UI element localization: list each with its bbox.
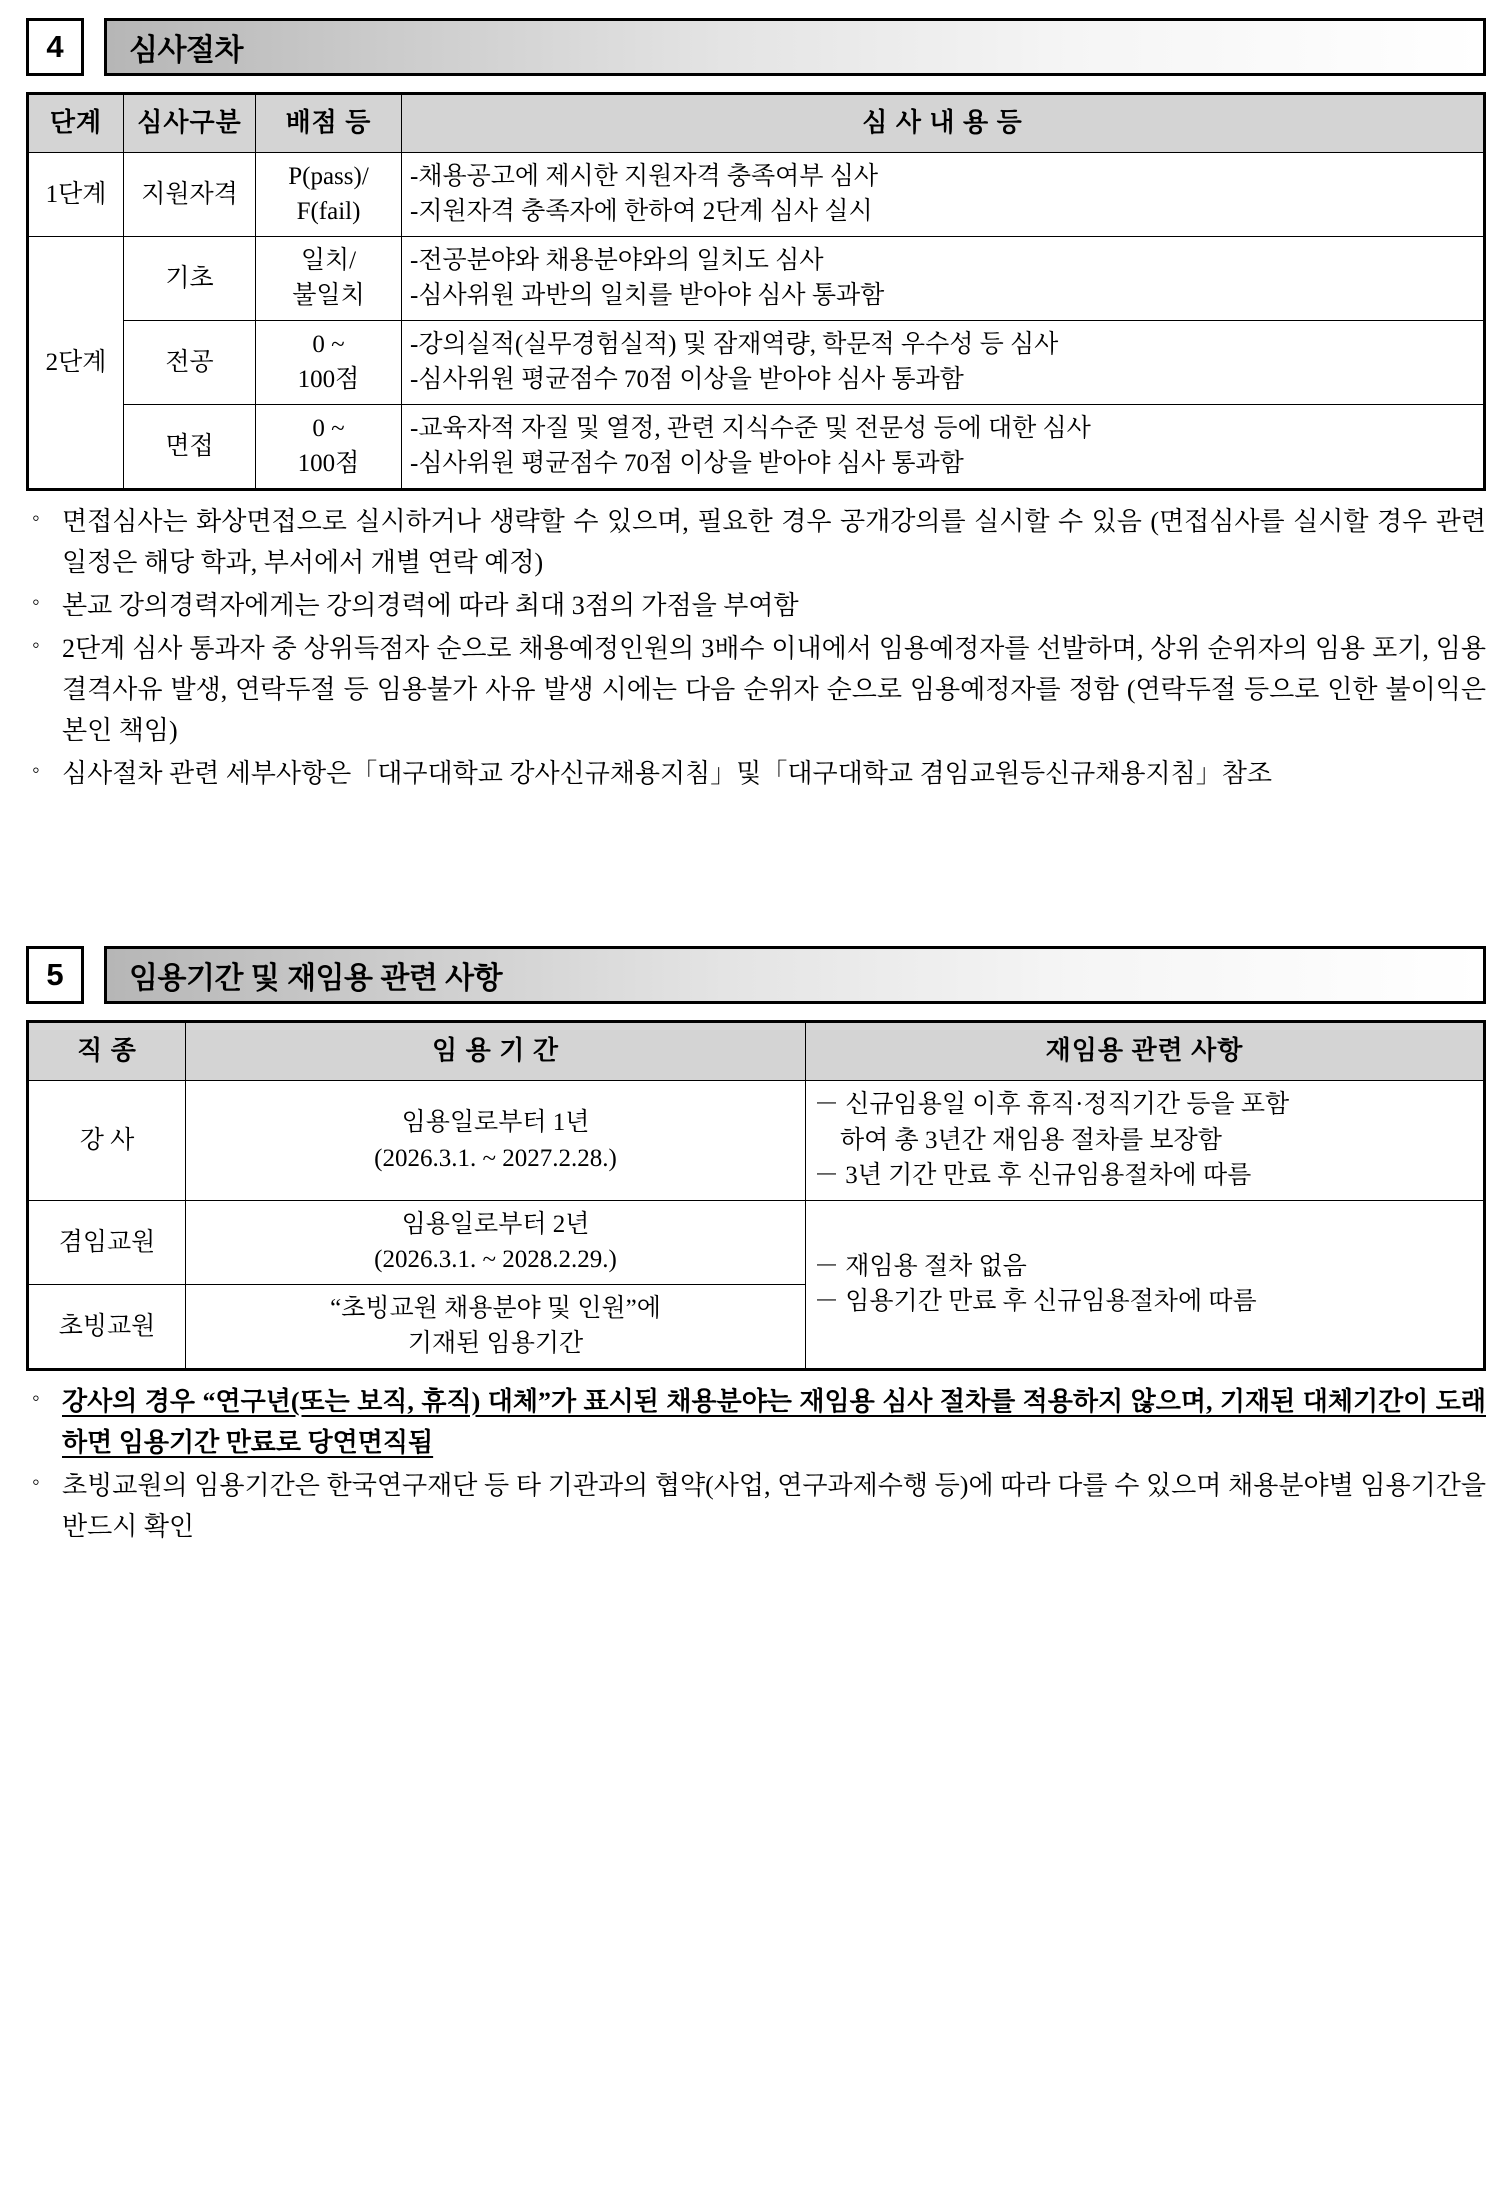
- table-row: [28, 404, 1485, 489]
- table-row: [28, 152, 1485, 236]
- section-4-number: 4: [26, 18, 84, 76]
- review-procedure-table: [26, 92, 1486, 491]
- cell-score: [256, 236, 402, 320]
- note-item: ◦ 면접심사는 화상면접으로 실시하거나 생략할 수 있으며, 필요한 경우 공개강의를 실시할 수 있음 (면접심사를 실시할 경우 관련 일정은 해당 학과, 부서에서 개별 연락 예정): [26, 501, 1486, 583]
- content-line: -교육자적 자질 및 열정, 관련 지식수준 및 전문성 등에 대한 심사: [410, 414, 1091, 442]
- cell-category: 기초: [124, 236, 256, 320]
- cell-reappointment: [806, 1081, 1485, 1201]
- content-line: -심사위원 과반의 일치를 받아야 심사 통과함: [410, 282, 885, 310]
- section-4-title-box: [104, 18, 1486, 76]
- table-row: [28, 236, 1485, 320]
- reappointment-line: － 재임용 절차 없음: [814, 1252, 1027, 1280]
- score-line: P(pass)/: [288, 162, 369, 190]
- cell-appointment-period: [186, 1200, 806, 1284]
- period-line: 임용일로부터 1년: [401, 1109, 590, 1137]
- cell-appointment-period: [186, 1081, 806, 1201]
- period-line: (2026.3.1. ~ 2028.2.29.): [374, 1246, 617, 1274]
- cell-reappointment: [806, 1200, 1485, 1369]
- note-item: ◦ 초빙교원의 임용기간은 한국연구재단 등 타 기관과의 협약(사업, 연구과제수행 등)에 따라 다를 수 있으며 채용분야별 임용기간을 반드시 확인: [26, 1465, 1486, 1547]
- section-spacer: [26, 796, 1486, 946]
- table-header-row: [28, 94, 1485, 153]
- score-line: 0 ~: [312, 414, 345, 442]
- section-4-title: 심사절차: [129, 34, 243, 67]
- col-header-score: 배점 등: [256, 94, 402, 153]
- score-line: 일치/: [300, 246, 357, 274]
- score-line: 불일치: [292, 282, 365, 310]
- col-header-job-type: 직 종: [28, 1022, 186, 1081]
- score-line: 100점: [297, 450, 360, 478]
- score-line: 100점: [297, 366, 360, 394]
- col-header-content: 심 사 내 용 등: [402, 94, 1485, 153]
- content-line: -강의실적(실무경험실적) 및 잠재역량, 학문적 우수성 등 심사: [410, 330, 1059, 358]
- cell-job-type: 겸임교원: [28, 1200, 186, 1284]
- cell-score: [256, 320, 402, 404]
- content-line: -지원자격 충족자에 한하여 2단계 심사 실시: [410, 198, 873, 226]
- cell-stage: 1단계: [28, 152, 124, 236]
- period-line: 기재된 임용기간: [407, 1330, 584, 1358]
- col-header-stage: 단계: [28, 94, 124, 153]
- period-line: (2026.3.1. ~ 2027.2.28.): [374, 1144, 617, 1172]
- score-line: F(fail): [296, 198, 361, 226]
- note-item: ◦ 2단계 심사 통과자 중 상위득점자 순으로 채용예정인원의 3배수 이내에서 임용예정자를 선발하며, 상위 순위자의 임용 포기, 임용 결격사유 발생, 연락두절 등 임용불가 사유 발생 시에는 다음 순위자 순으로 임용예정자를 정함 (연락두절 등으로 인한 불이익은 본인 책임): [26, 628, 1486, 751]
- section-5-number: 5: [26, 946, 84, 1004]
- section-4-notes: [26, 501, 1486, 795]
- cell-category: 지원자격: [124, 152, 256, 236]
- period-line: “초빙교원 채용분야 및 인원”에: [330, 1294, 661, 1322]
- content-line: -심사위원 평균점수 70점 이상을 받아야 심사 통과함: [410, 366, 964, 394]
- section-5-title-box: [104, 946, 1486, 1004]
- cell-content: [402, 152, 1485, 236]
- score-line: 0 ~: [312, 330, 345, 358]
- cell-category: 전공: [124, 320, 256, 404]
- section-4-header: [26, 18, 1486, 76]
- table-header-row: [28, 1022, 1485, 1081]
- period-line: 임용일로부터 2년: [401, 1210, 590, 1238]
- note-item: ◦ 강사의 경우 “연구년(또는 보직, 휴직) 대체”가 표시된 채용분야는 재임용 심사 절차를 적용하지 않으며, 기재된 대체기간이 도래하면 임용기간 만료로 당연면직됨: [26, 1381, 1486, 1463]
- col-header-reappointment: 재임용 관련 사항: [806, 1022, 1485, 1081]
- cell-content: [402, 236, 1485, 320]
- cell-score: [256, 152, 402, 236]
- note-item: ◦ 본교 강의경력자에게는 강의경력에 따라 최대 3점의 가점을 부여함: [26, 585, 1486, 626]
- cell-category: 면접: [124, 404, 256, 489]
- section-5-header: [26, 946, 1486, 1004]
- table-row: [28, 1200, 1485, 1284]
- reappointment-line: 하여 총 3년간 재임용 절차를 보장함: [840, 1126, 1222, 1154]
- content-line: -전공분야와 채용분야와의 일치도 심사: [410, 246, 824, 274]
- reappointment-line: － 임용기간 만료 후 신규임용절차에 따름: [814, 1288, 1257, 1316]
- cell-job-type: 초빙교원: [28, 1284, 186, 1369]
- appointment-period-table: [26, 1020, 1486, 1370]
- cell-stage: 2단계: [28, 236, 124, 489]
- col-header-appointment-period: 임 용 기 간: [186, 1022, 806, 1081]
- reappointment-line: － 신규임용일 이후 휴직·정직기간 등을 포함: [814, 1091, 1290, 1119]
- note-item: ◦ 심사절차 관련 세부사항은「대구대학교 강사신규채용지침」및「대구대학교 겸임교원등신규채용지침」참조: [26, 753, 1486, 794]
- reappointment-line: － 3년 기간 만료 후 신규임용절차에 따름: [814, 1162, 1252, 1190]
- content-line: -채용공고에 제시한 지원자격 충족여부 심사: [410, 162, 879, 190]
- section-5-title: 임용기간 및 재임용 관련 사항: [129, 962, 503, 996]
- content-line: -심사위원 평균점수 70점 이상을 받아야 심사 통과함: [410, 450, 964, 478]
- cell-appointment-period: [186, 1284, 806, 1369]
- cell-score: [256, 404, 402, 489]
- table-row: [28, 320, 1485, 404]
- cell-content: [402, 320, 1485, 404]
- section-5-notes: [26, 1381, 1486, 1547]
- cell-content: [402, 404, 1485, 489]
- col-header-category: 심사구분: [124, 94, 256, 153]
- table-row: [28, 1081, 1485, 1201]
- cell-job-type: 강 사: [28, 1081, 186, 1201]
